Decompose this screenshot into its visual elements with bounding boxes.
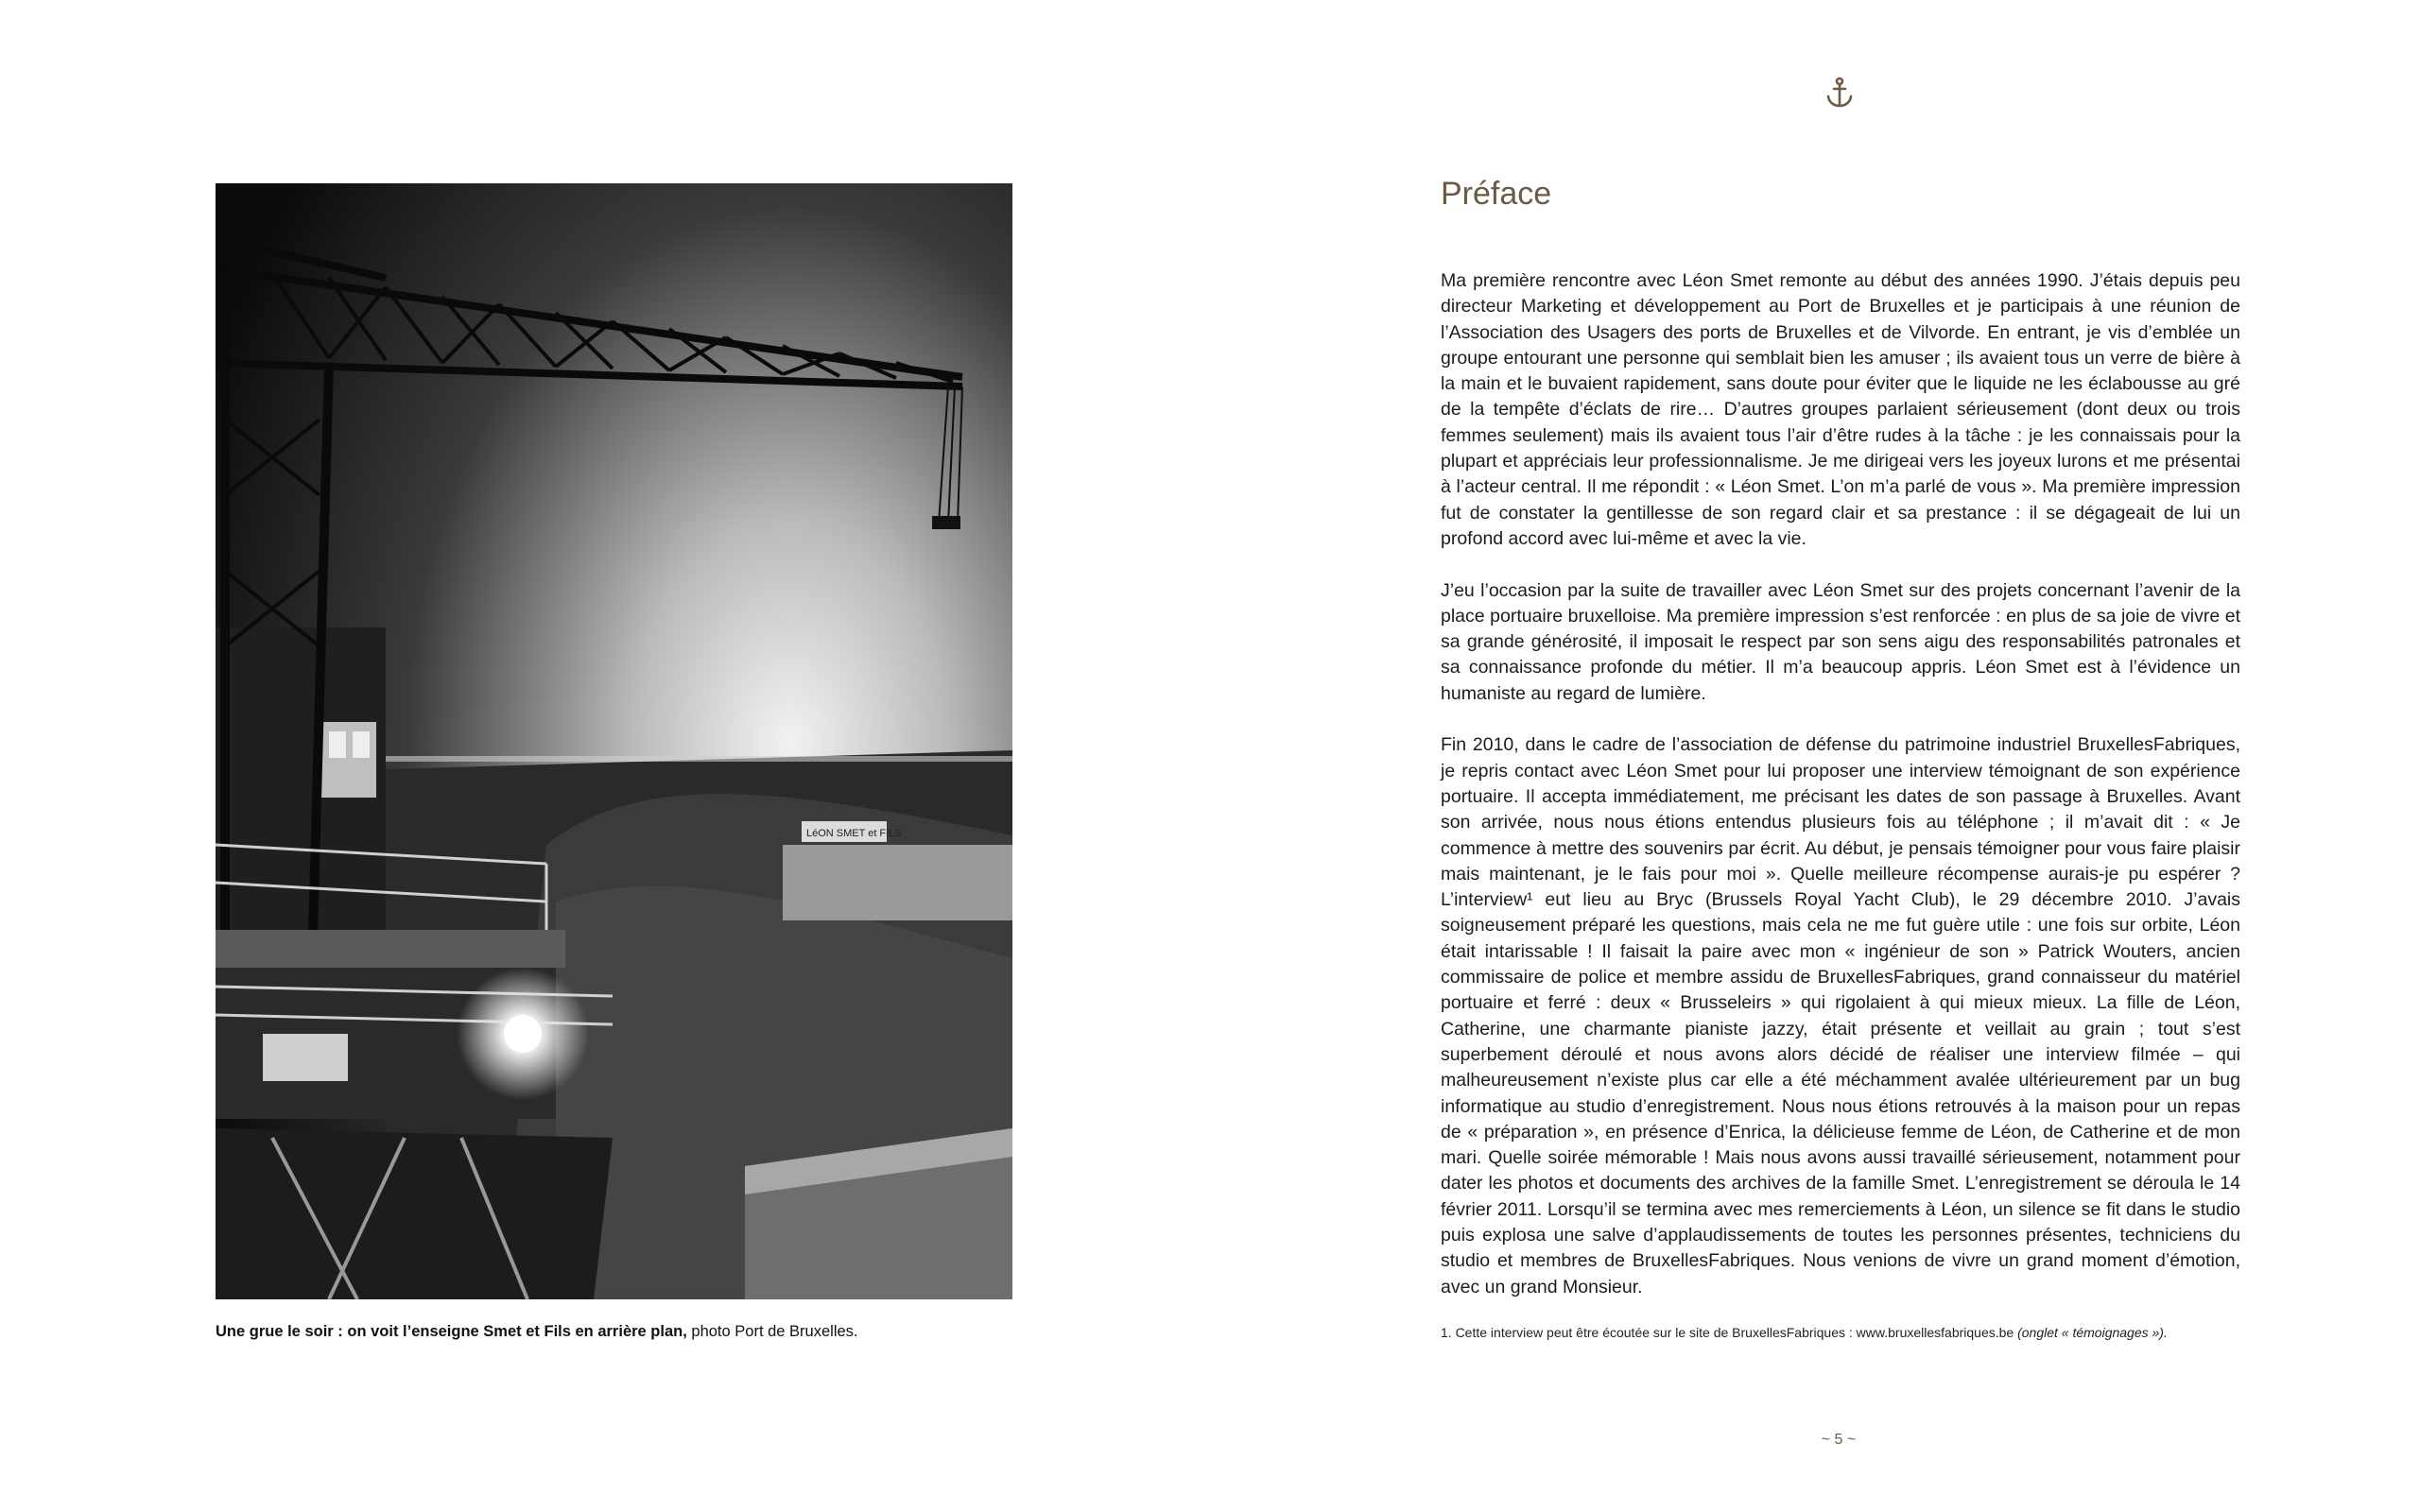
sign-text: LéON SMET et FILS: [806, 828, 902, 839]
paragraph-3: Fin 2010, dans le cadre de l’association de défense du patrimoine industriel BruxellesFabriques, je repris contact avec Léon Smet pour lui proposer une interview témoignant de son expérience portuaire. Il accepta immédiatement, me précisant les dates de son passage à Bruxelles. Avant son arrivée, nous nous étions entendus plusieurs fois au téléphone ; il m’avait dit : « Je commence à mettre des souvenirs par écrit. Au début, je pensais témoigner pour vous faire plaisir mais maintenant, je le fais pour moi ». Quelle meilleure récompense aurais-je pu espérer ? L’interview¹ eut lieu au Bryc (Brussels Royal Yacht Club), le 29 décembre 2010. J’avais soigneusement préparé les questions, mais cela ne me fut guère utile : une fois sur orbite, Léon était intarissable ! Il faisait la paire avec mon « ingénieur de son » Patrick Wouters, ancien commissaire de police et membre assidu de BruxellesFabriques, grand connaisseur du matériel portuaire et ferré : deux « Brusseleirs » qui rigolaient à qui mieux mieux. La fille de Léon, Catherine, une charmante pianiste jazzy, était présente et veillait au grain ; tout s’est superbement déroulé et nous avons alors décidé de réaliser une interview filmée – qui malheureusement n’existe plus car elle a été méchamment avalée ultérieurement par un bug informatique au studio d’enregistrement. Nous nous étions retrouvés à la maison pour un repas de « préparation », en présence d’Enrica, la délicieuse femme de Léon, de Catherine et de mon mari. Quelle soirée mémorable ! Mais nous avons aussi travaillé sérieusement, notamment pour dater les photos et documents des archives de la famille Smet. L’enregistrement se déroula le 14 février 2011. Lorsqu’il se termina avec mes remerciements à Léon, un silence se fit dans le studio puis explosa une salve d’applaudissements de toutes les personnes présentes, techniciens du studio et membres de BruxellesFabriques. Nous venions de vivre un grand moment d’émotion, avec un grand Monsieur.: [1441, 734, 2240, 1297]
page-number: ~ 5 ~: [1821, 1432, 1857, 1448]
paragraph-1: Ma première rencontre avec Léon Smet remonte au début des années 1990. J’étais depuis peu directeur Marketing et développement au Port de Bruxelles et je participais à une réunion de l’Association des Usagers des ports de Bruxelles et de Vilvorde. En entrant, je vis d’emblée un groupe entourant une personne qui semblait bien les amuser ; ils avaient tous un verre de bière à la main et le buvaient rapidement, sans doute pour éviter que le liquide ne les éclabousse au gré de la tempête d’éclats de rire… D’autres groupes parlaient sérieusement (dont deux ou trois femmes seulement) mais ils avaient tous l’air d’être rudes à la tâche : je les connaissais pour la plupart et appréciais leur professionnalisme. Je me dirigeai vers les joyeux lurons et me présentai à l’acteur central. Il me répondit : « Léon Smet. L’on m’a parlé de vous ». Ma première impression fut de constater la gentillesse de son regard clair et sa prestance : il se dégageait de lui un profond accord avec lui-même et avec la vie.: [1441, 270, 2240, 549]
footnote-italic: (onglet « témoignages »).: [2017, 1325, 2168, 1340]
paragraph-2: J’eu l’occasion par la suite de travailler avec Léon Smet sur des projets concernant l’avenir de la place portuaire bruxelloise. Ma première impression s’est renforcée : en plus de sa joie de vivre et sa grande générosité, il imposait le respect par son sens aigu des responsabilités patronales et sa connaissance profonde du métier. Il m’a beaucoup appris. Léon Smet est à l’évidence un humaniste au regard de lumière.: [1441, 579, 2240, 704]
crane-illustration: [216, 183, 1012, 1299]
caption-regular: photo Port de Bruxelles.: [686, 1323, 858, 1340]
page-title: Préface: [1441, 176, 1552, 212]
footnote: [1441, 1325, 2291, 1340]
caption-bold: Une grue le soir : on voit l’enseigne Smet et Fils en arrière plan,: [216, 1323, 687, 1340]
crane-photo: [216, 183, 1012, 1299]
preface-body: [1441, 268, 2240, 1326]
footnote-text: 1. Cette interview peut être écoutée sur le site de BruxellesFabriques : www.bruxellesfabriques.be: [1441, 1325, 2018, 1340]
photo-caption: [216, 1323, 1066, 1341]
anchor-icon: [1823, 76, 1857, 110]
